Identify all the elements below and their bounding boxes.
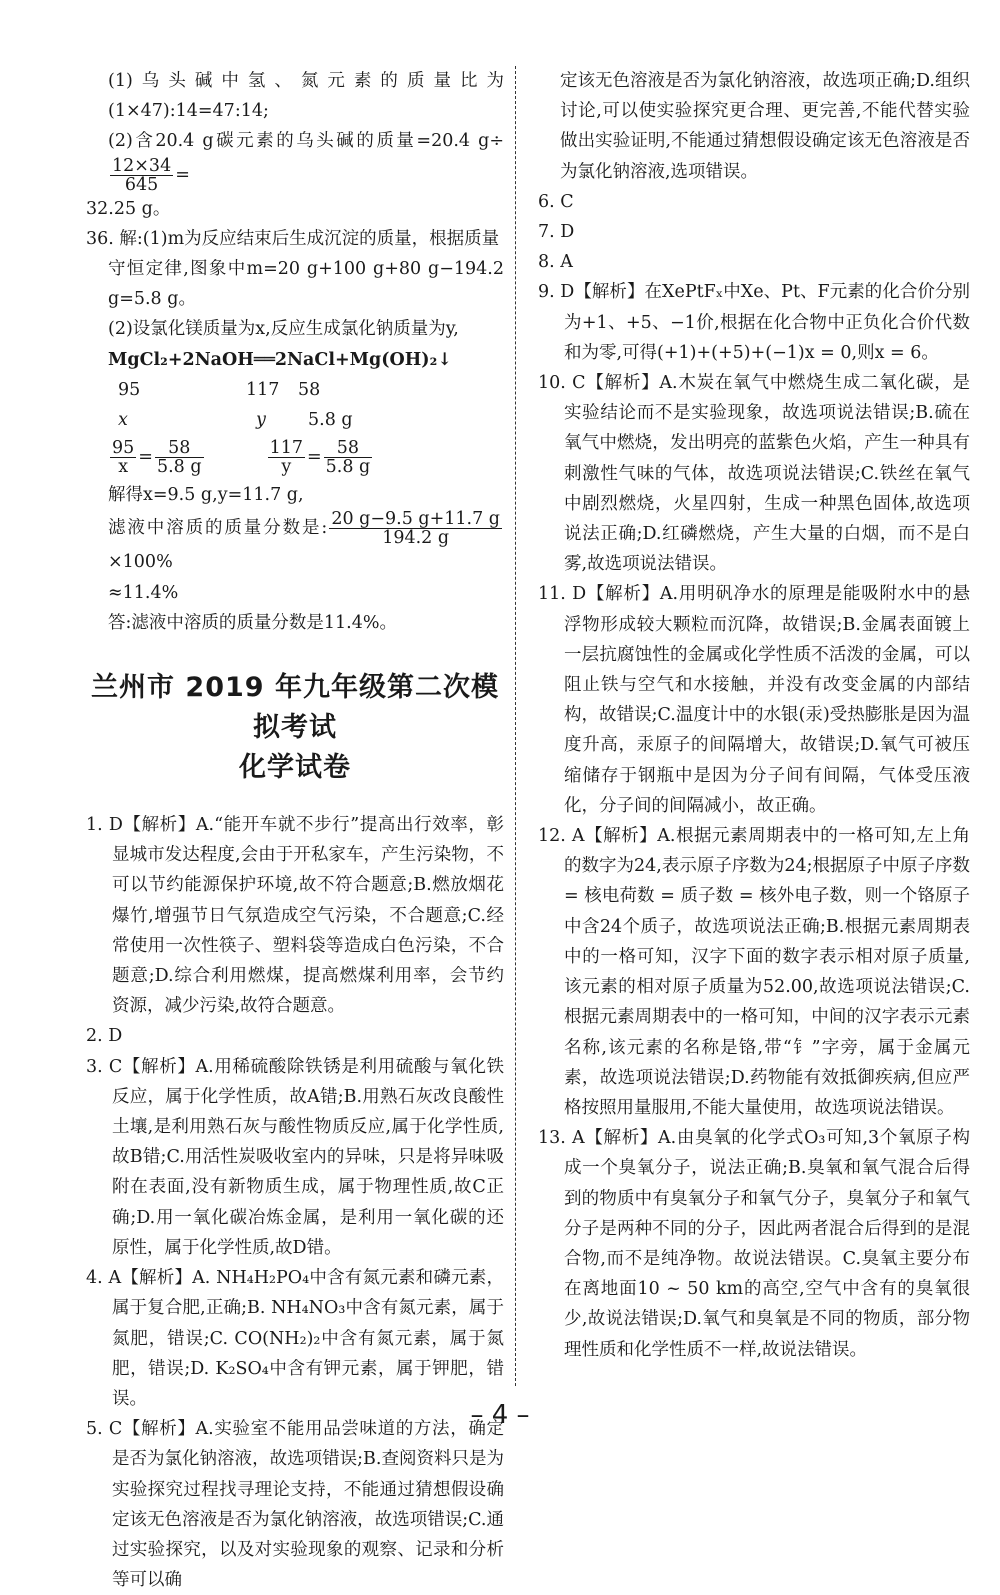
answer-6: 6. C: [538, 191, 574, 212]
answer-7: 7. D: [538, 222, 575, 243]
ratio-equations: [86, 439, 504, 476]
fraction: $\frac{12\times 34}{645}$: [112, 155, 172, 195]
answer-5: 5. C【解析】A.实验室不能用品尝味道的方法，确定是否为氯化钠溶液，故选项错误;B.查阅资料只是为实验探究过程找寻理论支持，不能通过猜想假设确定该无色溶液是否为氯化钠溶液，故选项错误;C.通过实验探究，以及对实验现象的观察、记录和分析等可以确: [86, 1419, 504, 1591]
q36-line1: 36. 解:(1)m为反应结束后生成沉淀的质量，根据质量: [86, 228, 500, 249]
answer-5-continued: 定该无色溶液是否为氯化钠溶液，故选项正确;D.组织讨论,可以使实验探究更合理、更完善,不能代替实验做出实验证明,不能通过猜想假设确定该无色溶液是否为氯化钠溶液,选项错误。: [560, 71, 970, 182]
answer-4: 4. A【解析】A. NH₄H₂PO₄中含有氮元素和磷元素，属于复合肥,正确;B. NH₄NO₃中含有氮元素，属于氮肥，错误;C. CO(NH₂)₂中含有氮元素，属于氮肥，错误;D. K₂SO₄中含有钾元素，属于钾肥，错误。: [86, 1268, 504, 1409]
mass-row-1: 95 117 58: [118, 379, 321, 400]
q35-part1: (1)乌头碱中氢、氮元素的质量比为(1×47):14=47:14;: [108, 71, 504, 122]
answer-2: 2. D: [86, 1026, 123, 1047]
exam-title-line1: 兰州市 2019 年九年级第二次模拟考试: [91, 672, 499, 744]
answer-9: 9. D【解析】在XePtFₓ中Xe、Pt、F元素的化合价分别为+1、+5、−1价,根据在化合物中正负化合价代数和为零,可得(+1)+(+5)+(−1)x = 0,则x = 6。: [538, 282, 970, 363]
q36-solve: 解得x=9.5 g,y=11.7 g,: [108, 485, 304, 506]
q36-fraction-line: 滤液中溶质的质量分数是: $\frac{20 g-9.5 g+11.7 g}{194.2 g}$ ×100%: [108, 509, 500, 573]
right-column: [538, 66, 970, 1365]
answer-13: 13. A【解析】A.由臭氧的化学式O₃可知,3个氧原子构成一个臭氧分子，说法正确;B.臭氧和氧气混合后得到的物质中有臭氧分子和氧气分子，臭氧分子和氧气分子是两种不同的分子，因此两者混合后得到的是混合物,而不是纯净物。故说法错误。C.臭氧主要分布在离地面10 ~ 50 km的高空,空气中含有的臭氧很少,故说法错误;D.氧气和臭氧是不同的物质，部分物理性质和化学性质不一样,故说法错误。: [538, 1128, 970, 1360]
answer-1: 1. D【解析】A.“能开车就不步行”提高出行效率，彰显城市发达程度,会由于开私家车，产生污染物，不可以节约能源保护环境,故不符合题意;B.燃放烟花爆竹,增强节日气氛造成空气污染，不合题意;C.经常使用一次性筷子、塑料袋等造成白色污染，不合题意;D.综合利用燃煤，提高燃煤利用率，会节约资源，减少污染,故符合题意。: [86, 815, 504, 1017]
q35-part2: (2)含20.4 g碳元素的乌头碱的质量=20.4 g÷ $\frac{12\times 34}{645}$ =: [108, 131, 504, 195]
mass-row-2: x y 5.8 g: [118, 410, 353, 431]
exam-title: [86, 668, 504, 788]
q35-result: 32.25 g。: [86, 198, 171, 219]
chemical-equation: MgCl₂+2NaOH══2NaCl+Mg(OH)₂↓: [108, 349, 452, 370]
answer-11: 11. D【解析】A.用明矾净水的原理是能吸附水中的悬浮物形成较大颗粒而沉降，故错误;B.金属表面镀上一层抗腐蚀性的金属或化学性质不活泼的金属，可以阻止铁与空气和水接触，并没有改变金属的内部结构，故错误;C.温度计中的水银(汞)受热膨胀是因为温度升高，汞原子的间隔增大，故错误;D.氧气可被压缩储存于钢瓶中是因为分子间有间隔，气体受压液化，分子间的间隔减小，故正确。: [538, 584, 970, 816]
answer-12: 12. A【解析】A.根据元素周期表中的一格可知,左上角的数字为24,表示原子序数为24;根据原子中原子序数 = 核电荷数 = 质子数 = 核外电子数，则一个铬原子中含24个质子，故选项说法正确;B.根据元素周期表中的一格可知，汉字下面的数字表示相对原子质量,该元素的相对原子质量为52.00,故选项说法错误;C.根据元素周期表中的一格可知，中间的汉字表示元素名称,该元素的名称是铬,带“钅”字旁，属于金属元素，故选项说法错误;D.药物能有效抵御疾病,但应严格按照用量服用,不能大量使用，故选项说法错误。: [538, 826, 970, 1118]
ratio-2: $\frac{117}{y}$ = $\frac{58}{5.8 g}$: [269, 438, 371, 478]
q36-answer: 答:滤液中溶质的质量分数是11.4%。: [108, 612, 397, 633]
exam-title-line2: 化学试卷: [239, 752, 351, 784]
left-column: [86, 66, 504, 1595]
answer-10: 10. C【解析】A.木炭在氧气中燃烧生成二氧化碳，是实验结论而不是实验现象，故选项说法错误;B.硫在氧气中燃烧，发出明亮的蓝紫色火焰，产生一种具有刺激性气味的气体，故选项说法错误;C.铁丝在氧气中剧烈燃烧，火星四射，生成一种黑色固体,故选项说法正确;D.红磷燃烧，产生大量的白烟，而不是白雾,故选项说法错误。: [538, 373, 970, 575]
column-divider: [515, 66, 516, 1386]
answer-8: 8. A: [538, 252, 573, 273]
page-number: – 4 –: [470, 1400, 530, 1430]
ratio-1: $\frac{95}{x}$ = $\frac{58}{5.8 g}$: [112, 438, 202, 478]
answer-3: 3. C【解析】A.用稀硫酸除铁锈是利用硫酸与氧化铁反应，属于化学性质，故A错;B.用熟石灰改良酸性土壤,是利用熟石灰与酸性物质反应,属于化学性质,故B错;C.用活性炭吸收室内的异味，只是将异味吸附在表面,没有新物质生成，属于物理性质,故C正确;D.用一氧化碳冶炼金属，是利用一氧化碳的还原性，属于化学性质,故D错。: [86, 1056, 504, 1258]
q36-approx: ≈11.4%: [108, 582, 179, 603]
q36-line3: (2)设氯化镁质量为x,反应生成氯化钠质量为y,: [108, 319, 459, 340]
q36-line2: 守恒定律,图象中m=20 g+100 g+80 g−194.2 g=5.8 g。: [108, 259, 504, 310]
